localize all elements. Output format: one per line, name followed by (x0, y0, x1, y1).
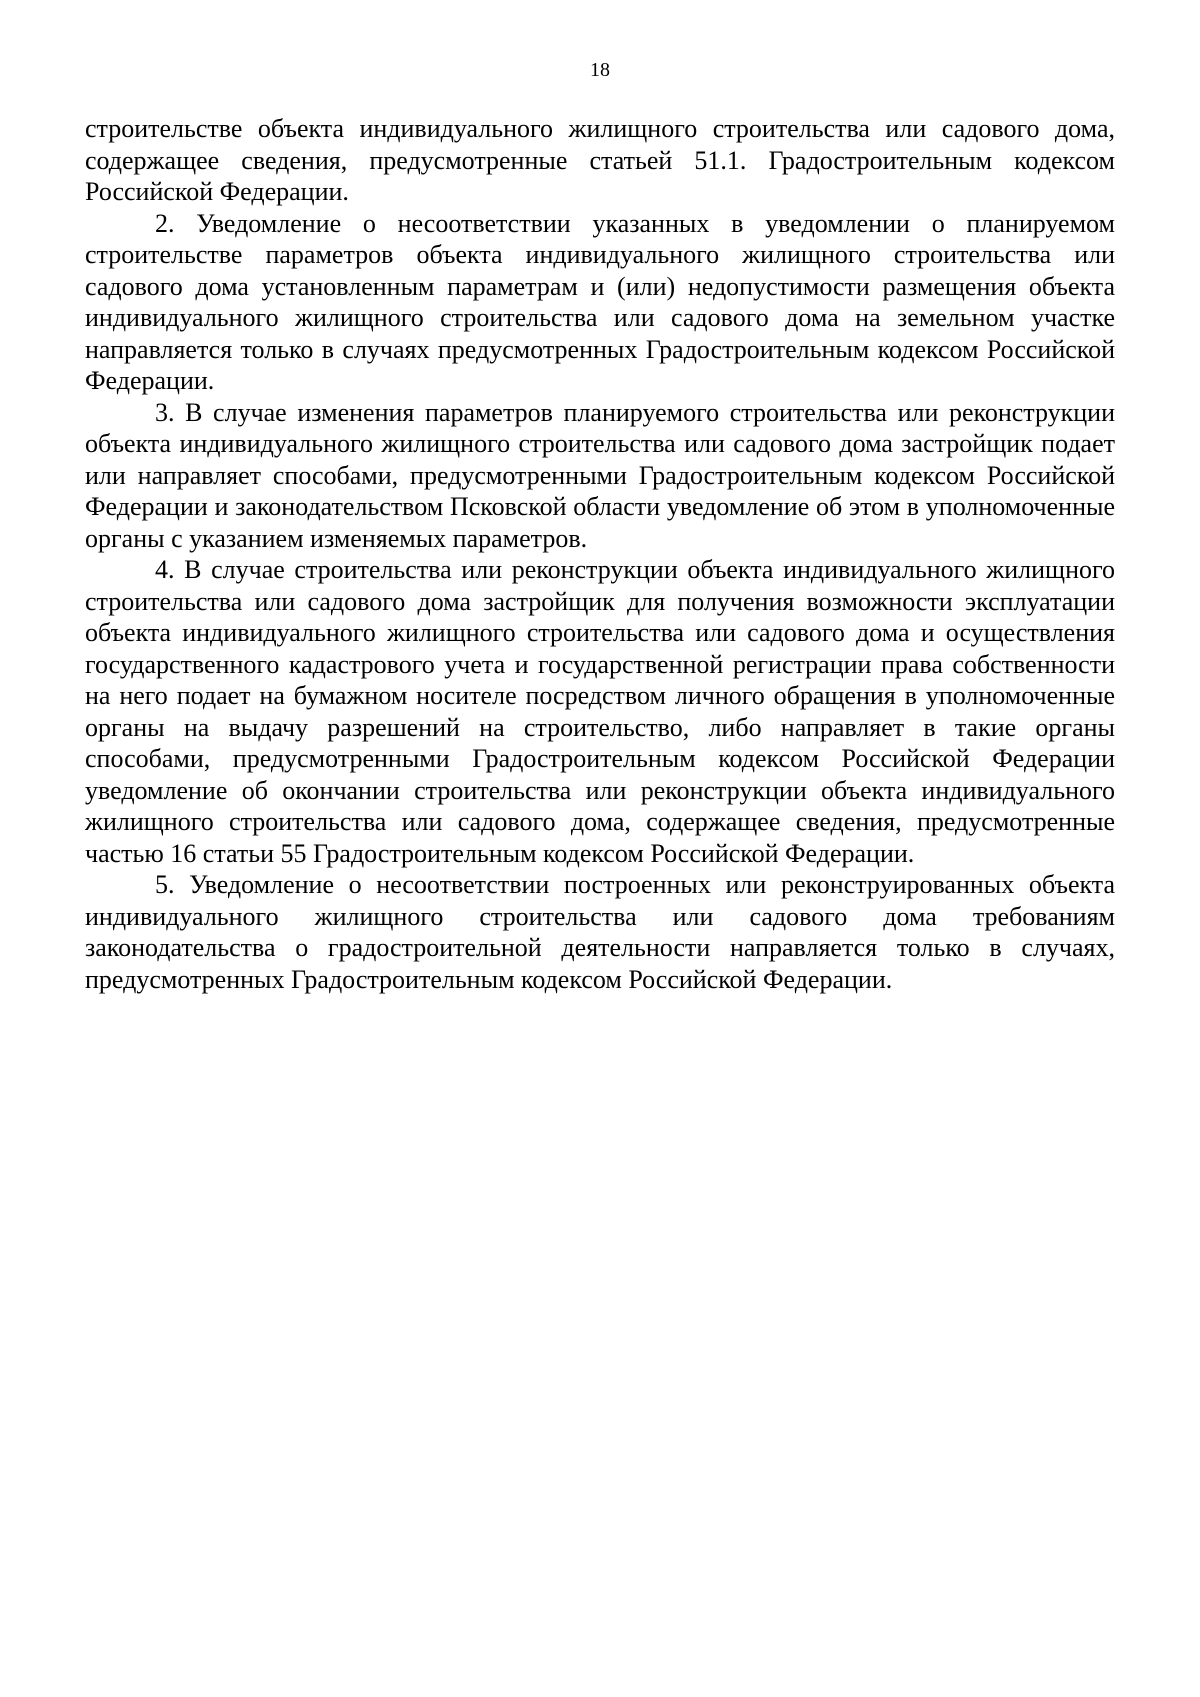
document-body (85, 113, 1115, 995)
paragraph-2: 2. Уведомление о несоответствии указанных в уведомлении о планируемом строительстве параметров объекта индивидуального жилищного строительства или садового дома установленным параметрам и (или) недопустимости размещения объекта индивидуального жилищного строительства или садового дома на земельном участке направляется только в случаях предусмотренных Градостроительным кодексом Российской Федерации. (85, 208, 1115, 395)
paragraph-continuation: строительстве объекта индивидуального жилищного строительства или садового дома, содержащее сведения, предусмотренные статьей 51.1. Градостроительным кодексом Российской Федерации. (85, 114, 1115, 206)
paragraph-4: 4. В случае строительства или реконструкции объекта индивидуального жилищного строительства или садового дома застройщик для получения возможности эксплуатации объекта индивидуального жилищного строительства или садового дома и осуществления государственного кадастрового учета и государственной регистрации права собственности на него подает на бумажном носителе посредством личного обращения в уполномоченные органы на выдачу разрешений на строительство, либо направляет в такие органы способами, предусмотренными Градостроительным кодексом Российской Федерации уведомление об окончании строительства или реконструкции объекта индивидуального жилищного строительства или садового дома, содержащее сведения, предусмотренные частью 16 статьи 55 Градостроительным кодексом Российской Федерации. (85, 555, 1115, 868)
paragraph-5: 5. Уведомление о несоответствии построенных или реконструированных объекта индивидуального жилищного строительства или садового дома требованиям законодательства о градостроительной деятельности направляется только в случаях, предусмотренных Градостроительным кодексом Российской Федерации. (85, 870, 1115, 994)
page-number: 18 (590, 59, 610, 81)
paragraph-3: 3. В случае изменения параметров планируемого строительства или реконструкции объекта индивидуального жилищного строительства или садового дома застройщик подает или направляет способами, предусмотренными Градостроительным кодексом Российской Федерации и законодательством Псковской области уведомление об этом в уполномоченные органы с указанием изменяемых параметров. (85, 397, 1115, 553)
